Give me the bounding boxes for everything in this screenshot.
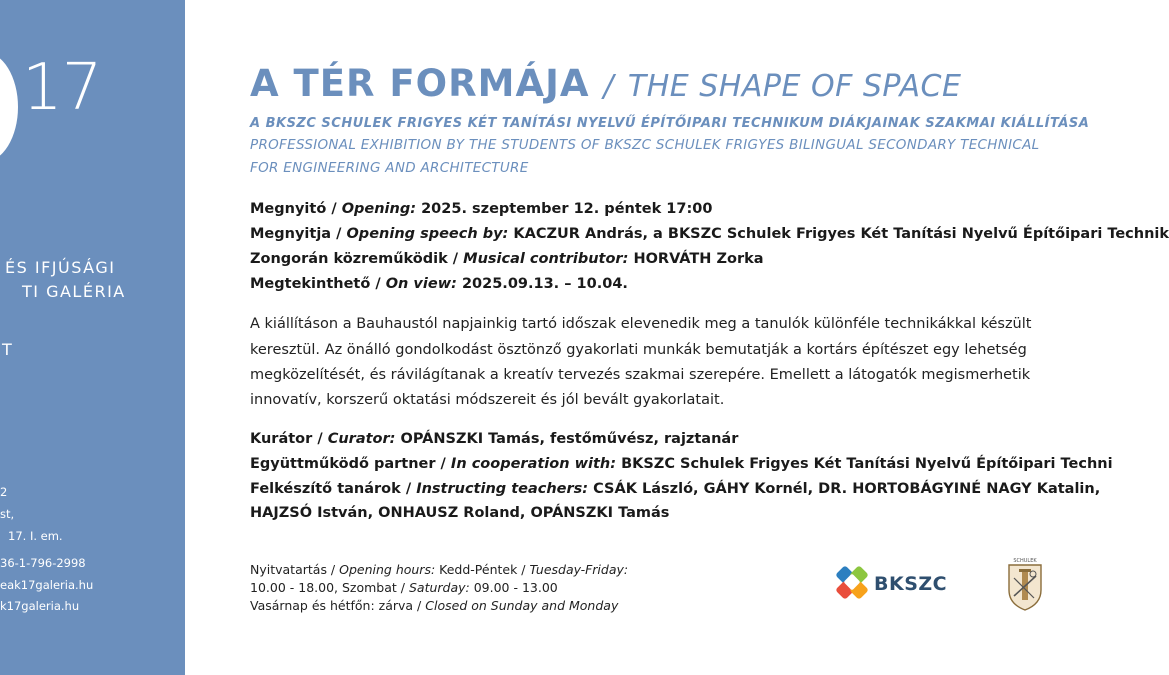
- page-title: [250, 62, 961, 105]
- partner-label-hu: Együttműködő partner /: [250, 456, 446, 472]
- teachers-label-hu: Felkészítő tanárok /: [250, 481, 412, 497]
- title-hu: A TÉR FORMÁJA: [250, 62, 590, 105]
- curator-value: OPÁNSZKI Tamás, festőművész, rajztanár: [400, 431, 739, 447]
- music-value: HORVÁTH Zorka: [633, 251, 764, 267]
- curator-label-en: Curator:: [327, 431, 396, 447]
- speech-label-hu: Megnyitja /: [250, 226, 342, 242]
- music-label-en: Musical contributor:: [463, 251, 629, 267]
- hours-time-weekday: 10.00 - 18.00, Szombat /: [250, 580, 405, 595]
- teachers-label-en: Instructing teachers:: [416, 481, 589, 497]
- hours-label-hu: Nyitvatartás /: [250, 562, 336, 577]
- gallery-name-line1: ÉS IFJÚSÁGI: [5, 258, 116, 277]
- hours-time-saturday: 09.00 - 13.00: [473, 580, 558, 595]
- opening-value: 2025. szeptember 12. péntek 17:00: [421, 201, 713, 217]
- hours-closed-hu: Vasárnap és hétfőn: zárva /: [250, 598, 422, 613]
- sidebar: [0, 0, 185, 675]
- subtitle-en-line1: PROFESSIONAL EXHIBITION BY THE STUDENTS OF BKSZC SCHULEK FRIGYES BILINGUAL SECONDARY TECHNICAL: [250, 137, 1040, 153]
- curator-label-hu: Kurátor /: [250, 431, 323, 447]
- schulek-crest-label: SCHULEK: [1013, 558, 1037, 564]
- hours-line3: [250, 598, 618, 613]
- hours-days-en: Tuesday-Friday:: [529, 562, 629, 577]
- teachers-row: [250, 481, 1100, 497]
- schulek-crest: [1005, 556, 1045, 612]
- teachers-value-line2: HAJZSÓ István, ONHAUSZ Roland, OPÁNSZKI Tamás: [250, 505, 670, 521]
- opening-label-hu: Megnyitó /: [250, 201, 337, 217]
- hours-days-hu: Kedd-Péntek /: [439, 562, 526, 577]
- description-line4: innovatív, korszerű oktatási módszereit és jól bevált gyakorlatait.: [250, 392, 725, 408]
- hours-saturday-en: Saturday:: [408, 580, 470, 595]
- hours-line2: [250, 580, 558, 595]
- description-line2: keresztül. Az önálló gondolkodást ösztönző gyakorlati munkák bemutatják a kortárs építészet egy lehetség: [250, 342, 1027, 358]
- music-label-hu: Zongorán közreműködik /: [250, 251, 459, 267]
- partner-label-en: In cooperation with:: [450, 456, 617, 472]
- title-separator: /: [603, 69, 614, 104]
- gallery-name-line2: TI GALÉRIA: [22, 282, 126, 301]
- logo-number: 17: [22, 51, 102, 125]
- main-content: [250, 0, 1169, 675]
- description-line1: A kiállításon a Bauhaustól napjainkig tartó időszak elevenedik meg a tanulók különféle technikákkal készült: [250, 316, 1032, 332]
- gallery-name-fragment: T: [2, 340, 14, 359]
- partner-row: [250, 456, 1113, 472]
- speech-label-en: Opening speech by:: [346, 226, 509, 242]
- speech-row: [250, 226, 1169, 242]
- bkszc-logo-text: BKSZC: [874, 573, 948, 595]
- subtitle-hu: A BKSZC SCHULEK FRIGYES KÉT TANÍTÁSI NYELVŰ ÉPÍTŐIPARI TECHNIKUM DIÁKJAINAK SZAKMAI KIÁLLÍTÁSA: [250, 116, 1090, 131]
- view-label-hu: Megtekinthető /: [250, 276, 381, 292]
- address-line3: 17. I. em.: [8, 529, 63, 543]
- schulek-crest-icon: [1005, 556, 1045, 612]
- music-row: [250, 251, 764, 267]
- opening-row: [250, 201, 712, 217]
- hours-line1: [250, 562, 628, 577]
- curator-row: [250, 431, 738, 447]
- opening-label-en: Opening:: [341, 201, 417, 217]
- teachers-value: CSÁK László, GÁHY Kornél, DR. HORTOBÁGYINÉ NAGY Katalin,: [593, 481, 1101, 497]
- bkszc-logo-icon: [832, 563, 872, 607]
- hours-label-en: Opening hours:: [339, 562, 436, 577]
- hours-closed-en: Closed on Sunday and Monday: [425, 598, 619, 613]
- description-line3: megközelítését, és rávilágítanak a kreatív tervezés szakmai szerepére. Emellett a látogatók megismerhetik: [250, 367, 1031, 383]
- bkszc-logo: [832, 563, 952, 607]
- logo-circle: [0, 52, 18, 162]
- address-line1: 2: [0, 485, 8, 499]
- website-link[interactable]: k17galeria.hu: [0, 599, 80, 613]
- view-label-en: On view:: [385, 276, 457, 292]
- view-value: 2025.09.13. – 10.04.: [461, 276, 628, 292]
- speech-value: KACZUR András, a BKSZC Schulek Frigyes Két Tanítási Nyelvű Építőipari Technik: [513, 226, 1169, 242]
- subtitle-en-line2: FOR ENGINEERING AND ARCHITECTURE: [250, 160, 529, 176]
- partner-value: BKSZC Schulek Frigyes Két Tanítási Nyelvű Építőipari Techni: [621, 456, 1113, 472]
- title-en: THE SHAPE OF SPACE: [627, 69, 962, 104]
- email-link[interactable]: eak17galeria.hu: [0, 578, 94, 592]
- address-line2: st,: [0, 507, 15, 521]
- view-row: [250, 276, 628, 292]
- phone-number[interactable]: 36-1-796-2998: [0, 556, 86, 570]
